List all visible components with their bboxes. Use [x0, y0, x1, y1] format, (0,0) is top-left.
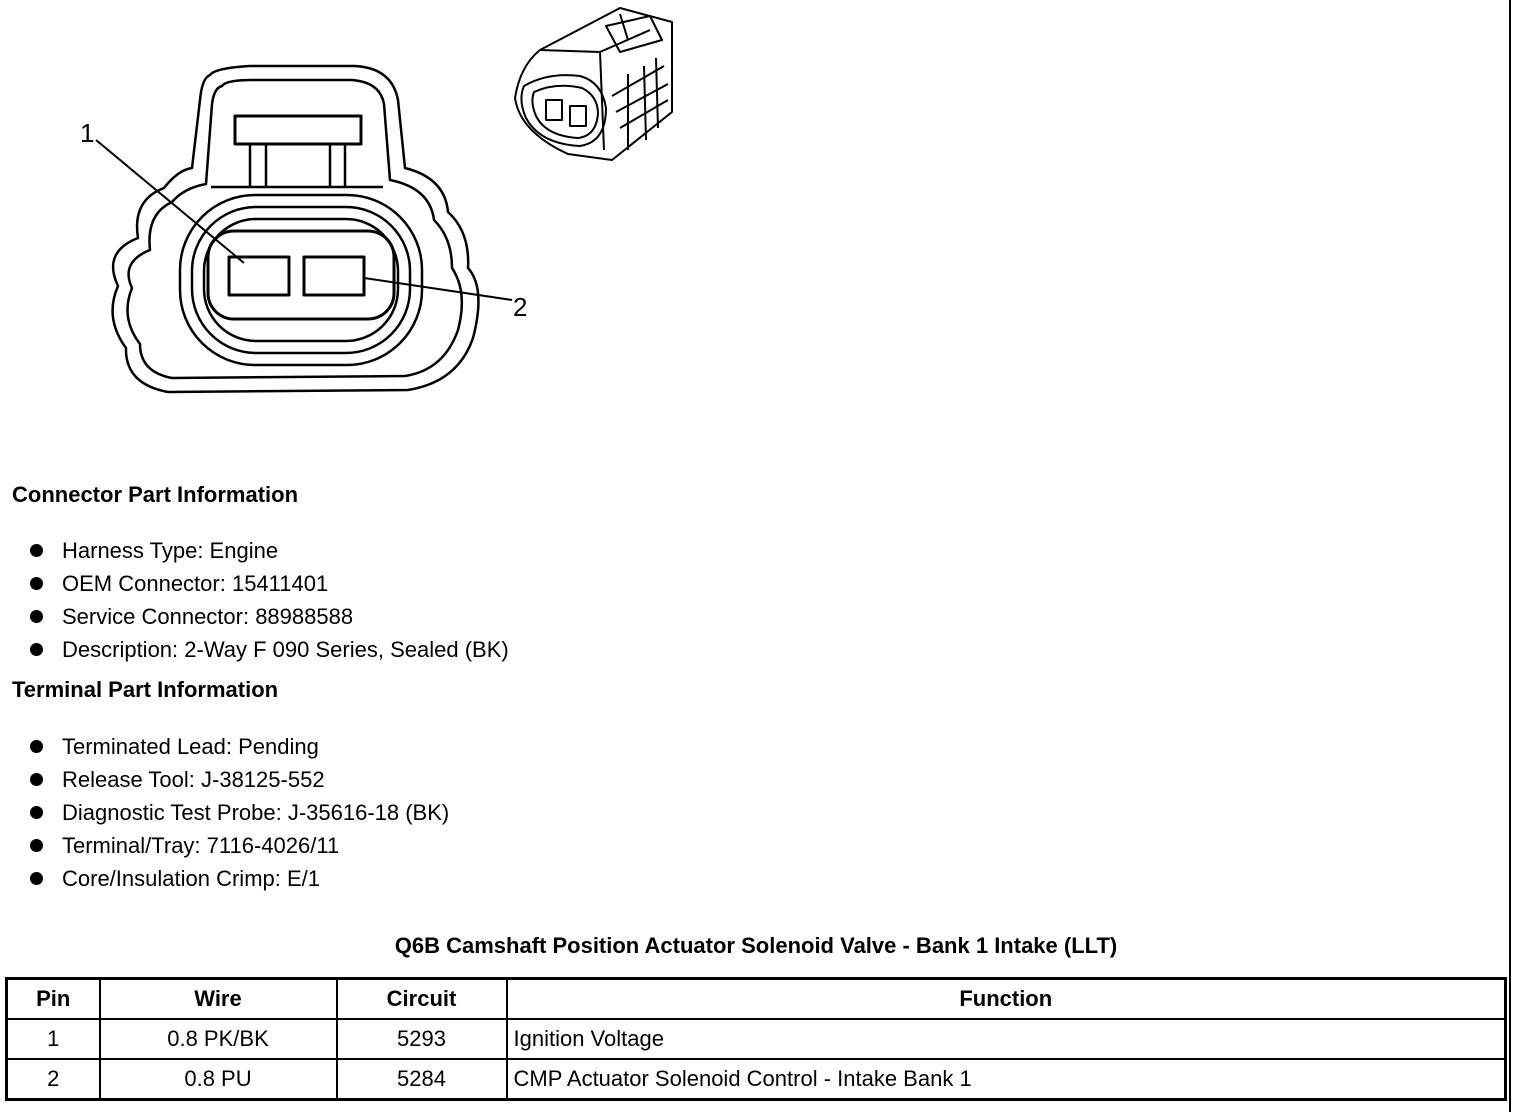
list-item: Description: 2-Way F 090 Series, Sealed (BK) [30, 633, 509, 666]
list-item: Terminated Lead: Pending [30, 730, 449, 763]
pin-1-cavity [229, 257, 289, 295]
list-item: Terminal/Tray: 7116-4026/11 [30, 829, 449, 862]
bullet-icon [30, 643, 43, 656]
table-header-row [7, 979, 1506, 1020]
cell-function: CMP Actuator Solenoid Control - Intake Bank 1 [507, 1059, 1506, 1100]
table-row [7, 1019, 1506, 1059]
cell-pin: 1 [7, 1019, 100, 1059]
connector-face-diagram [0, 0, 700, 420]
connector-part-info-heading: Connector Part Information [12, 482, 299, 507]
bullet-icon [30, 610, 43, 623]
cell-wire: 0.8 PU [100, 1059, 337, 1100]
bullet-icon [30, 806, 43, 819]
connector-inner-housing [128, 80, 462, 378]
column-header-function: Function [507, 979, 1506, 1020]
list-item: OEM Connector: 15411401 [30, 567, 509, 600]
connector-isometric-view [515, 8, 672, 160]
table-row [7, 1059, 1506, 1100]
list-item: Core/Insulation Crimp: E/1 [30, 862, 449, 895]
cell-circuit: 5284 [337, 1059, 507, 1100]
cell-pin: 2 [7, 1059, 100, 1100]
bullet-icon [30, 773, 43, 786]
pin-table [5, 977, 1507, 1101]
list-item: Release Tool: J-38125-552 [30, 763, 449, 796]
bullet-icon [30, 544, 43, 557]
callout-1-label: 1 [80, 118, 95, 148]
cell-wire: 0.8 PK/BK [100, 1019, 337, 1059]
bullet-icon [30, 872, 43, 885]
pin-table-title: Q6B Camshaft Position Actuator Solenoid Valve - Bank 1 Intake (LLT) [394, 933, 1118, 958]
seal-ring-inner [204, 219, 398, 341]
terminal-part-info-list [30, 730, 449, 895]
terminal-cavity [208, 231, 394, 319]
column-header-wire: Wire [100, 979, 337, 1020]
bullet-icon [30, 839, 43, 852]
list-item: Diagnostic Test Probe: J-35616-18 (BK) [30, 796, 449, 829]
cell-circuit: 5293 [337, 1019, 507, 1059]
list-item: Harness Type: Engine [30, 534, 509, 567]
terminal-part-info-heading: Terminal Part Information [12, 677, 279, 702]
list-item: Service Connector: 88988588 [30, 600, 509, 633]
locking-tab [235, 116, 361, 144]
callout-2-leader [364, 278, 512, 300]
callout-2-label: 2 [513, 292, 528, 322]
column-header-circuit: Circuit [337, 979, 507, 1020]
bullet-icon [30, 577, 43, 590]
bullet-icon [30, 740, 43, 753]
pin-2-cavity [304, 257, 364, 295]
column-header-pin: Pin [7, 979, 100, 1020]
connector-part-info-list [30, 534, 509, 666]
cell-function: Ignition Voltage [507, 1019, 1506, 1059]
